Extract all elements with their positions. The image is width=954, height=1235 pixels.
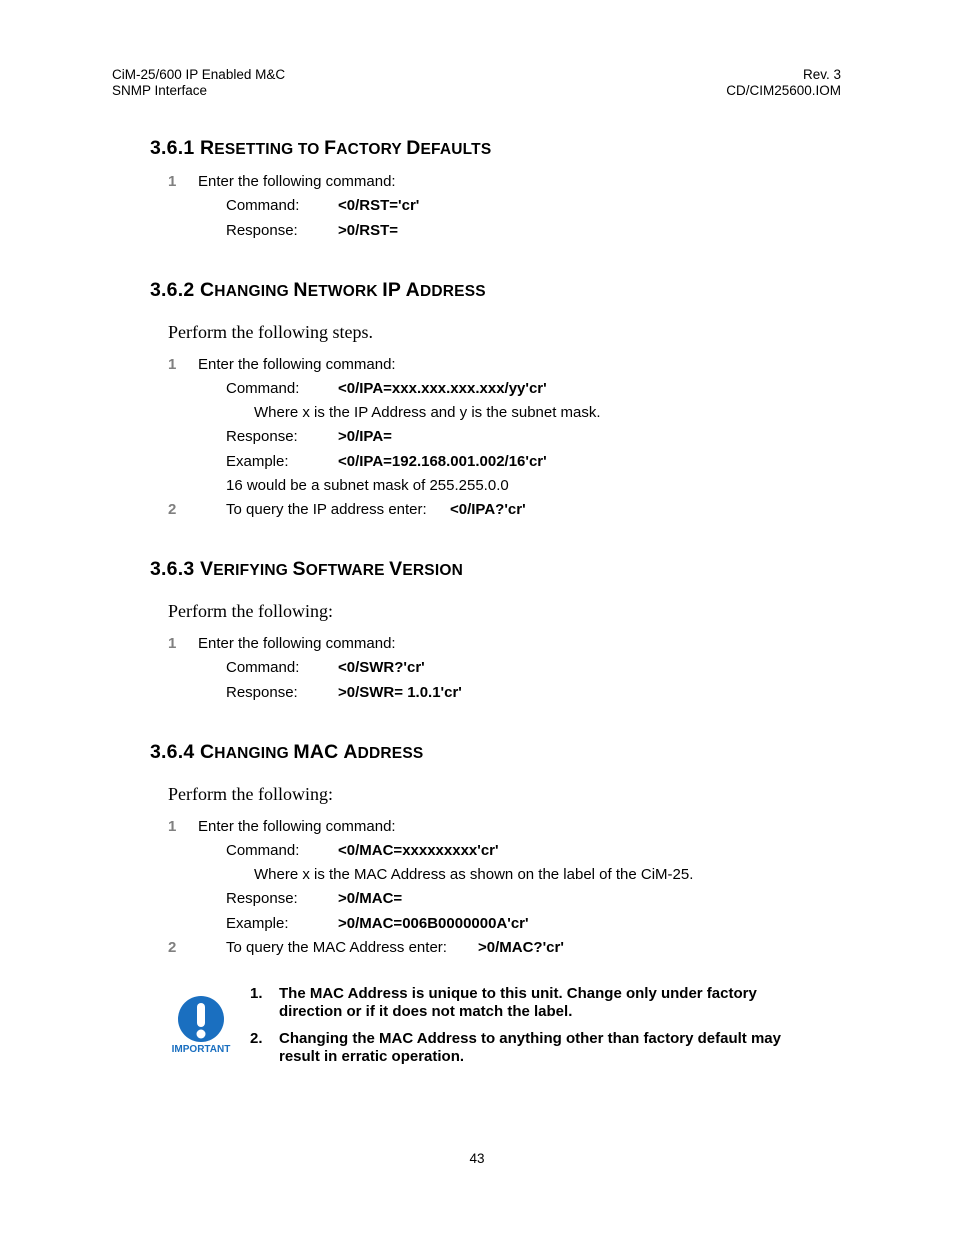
step-text: Enter the following command: [198,635,396,652]
important-label: IMPORTANT [171,1044,231,1055]
response-label: Response: [226,428,298,445]
section-intro: Perform the following: [168,784,333,804]
command-value: <0/SWR?'cr' [338,659,425,676]
section-number: 3.6.3 [150,558,195,580]
step-text: Enter the following command: [198,818,396,835]
important-item-number: 2. [250,1030,263,1047]
important-item-number: 1. [250,985,263,1002]
example-value: <0/IPA=192.168.001.002/16'cr' [338,453,547,470]
header-product: CiM-25/600 IP Enabled M&C [112,67,286,82]
response-label: Response: [226,890,298,907]
section-3-6-1-heading: 3.6.1 RESETTING TO FACTORY DEFAULTS [150,137,492,159]
step-text: To query the MAC Address enter: [226,939,447,956]
section-number: 3.6.1 [150,137,195,159]
important-exclamation-icon [168,995,234,1059]
section-intro: Perform the following steps. [168,322,373,342]
step-text: To query the IP address enter: [226,501,427,518]
command-value: <0/MAC=xxxxxxxxx'cr' [338,842,499,859]
step-number: 1 [168,818,177,835]
section-3-6-4-heading: 3.6.4 CHANGING MAC ADDRESS [150,741,424,763]
step-number: 2 [168,939,177,956]
example-label: Example: [226,915,289,932]
section-number: 3.6.2 [150,279,195,301]
section-intro: Perform the following: [168,601,333,621]
response-value: >0/SWR= 1.0.1'cr' [338,684,462,701]
subnet-note: 16 would be a subnet mask of 255.255.0.0 [226,477,509,494]
command-value: <0/IPA=xxx.xxx.xxx.xxx/yy'cr' [338,380,547,397]
step-text: Enter the following command: [198,173,396,190]
step-number: 2 [168,501,177,518]
command-label: Command: [226,659,300,676]
where-note: Where x is the IP Address and y is the subnet mask. [254,404,601,421]
command-label: Command: [226,380,300,397]
header-revision: Rev. 3 [802,67,841,82]
response-value: >0/RST= [338,222,399,239]
header-doc-id: CD/CIM25600.IOM [726,83,841,98]
step-text: Enter the following command: [198,356,396,373]
example-label: Example: [226,453,289,470]
important-item-text: Changing the MAC Address to anything other than factory default may result in erratic operation. [279,1030,781,1065]
where-note: Where x is the MAC Address as shown on the label of the CiM-25. [254,866,694,883]
response-label: Response: [226,222,298,239]
step-number: 1 [168,356,177,373]
command-label: Command: [226,197,300,214]
section-3-6-3-heading: 3.6.3 VERIFYING SOFTWARE VERSION [150,558,464,580]
response-value: >0/MAC= [338,890,403,907]
query-command-value: >0/MAC?'cr' [478,939,564,956]
response-label: Response: [226,684,298,701]
query-command-value: <0/IPA?'cr' [450,501,526,518]
example-value: >0/MAC=006B0000000A'cr' [338,915,529,932]
response-value: >0/IPA= [338,428,392,445]
header-subtitle: SNMP Interface [112,83,208,98]
step-number: 1 [168,635,177,652]
step-number: 1 [168,173,177,190]
section-3-6-2-heading: 3.6.2 CHANGING NETWORK IP ADDRESS [150,279,486,301]
section-number: 3.6.4 [150,741,195,763]
page-number: 43 [469,1151,485,1166]
command-label: Command: [226,842,300,859]
important-item-text: The MAC Address is unique to this unit. Change only under factory direction or if it does not match the label. [279,985,757,1020]
command-value: <0/RST='cr' [338,197,420,214]
